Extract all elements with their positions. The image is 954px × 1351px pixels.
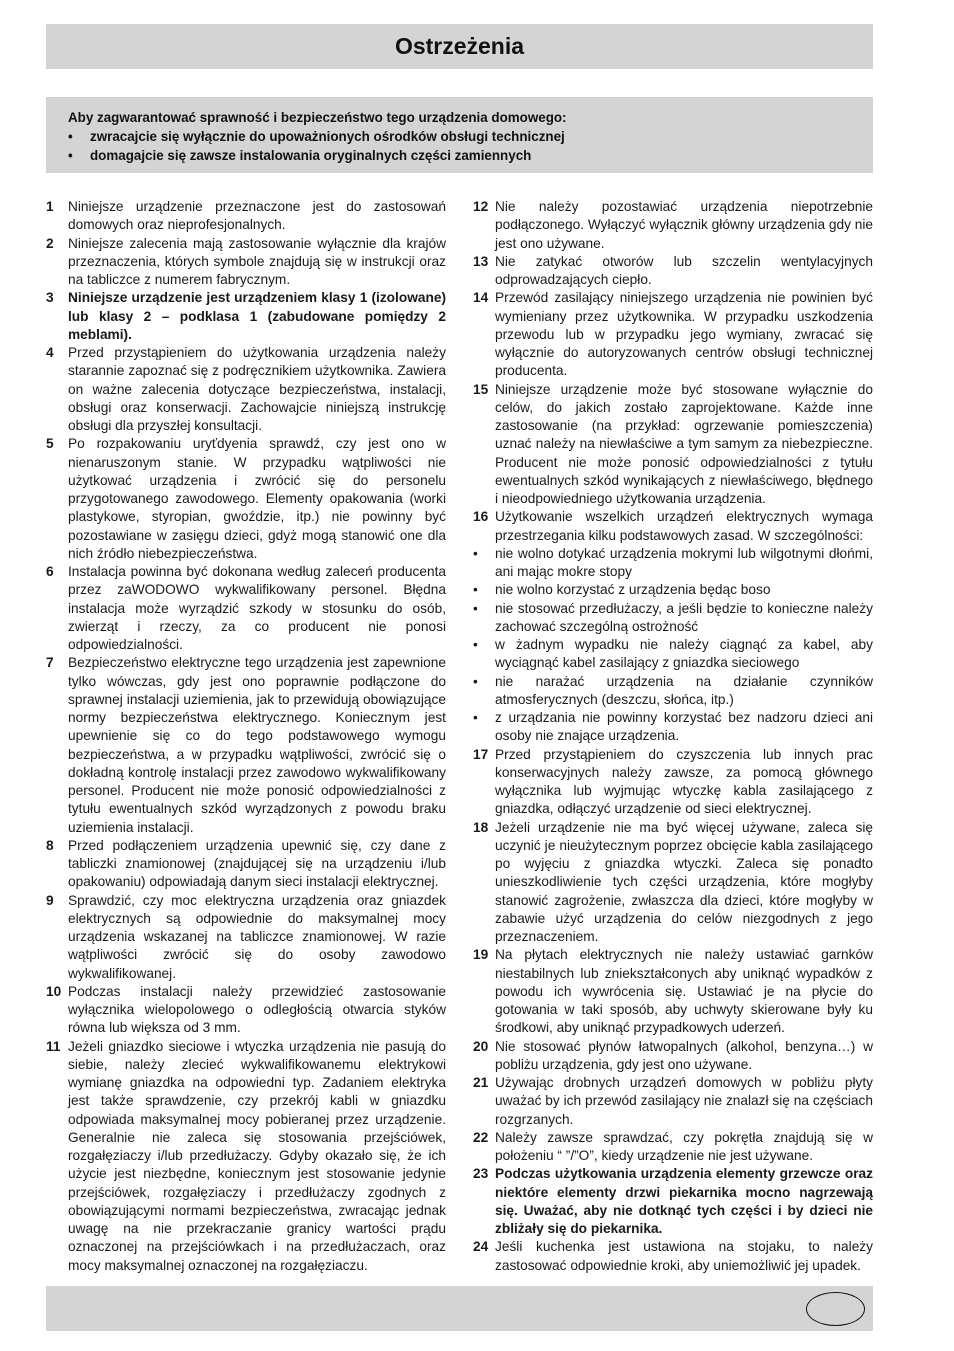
- item-text: Sprawdzić, czy moc elektryczna urządzenia oraz gniazdek elektrycznych są odpowiednie do maksymalnej mocy urządzenia wskazanej na tabliczce znamionowej. W razie wątpliwości zwrócić się do osoby zawodowo wykwalifikowanej.: [68, 892, 446, 981]
- item-text: Podczas instalacji należy przewidzieć zastosowanie wyłącznika wielopolowego o odległością otwarcia styków równa lub większa od 3 mm.: [68, 983, 446, 1036]
- list-item: [46, 289, 446, 344]
- item-text: Na płytach elektrycznych nie należy ustawiać garnków niestabilnych lub zniekształconych aby uniknąć wypadków z powodu ich wywrócenia się. Ustawiać je na płycie do gotowania w taki sposób, aby uchwyty skierowane były ku środkowi, aby uniknąć przypadkowych uderzeń.: [495, 947, 873, 1036]
- item-text: Nie stosować płynów łatwopalnych (alkohol, benzyna…) w pobliżu urządzenia, gdy jest ono używane.: [495, 1038, 873, 1072]
- item-number: 17: [473, 746, 489, 762]
- list-item: [473, 253, 873, 290]
- bullet-glyph: •: [68, 129, 73, 144]
- item-text: Należy zawsze sprawdzać, czy pokrętła znajdują się w położeniu “ ”/”O”, kiedy urządzenie nie jest używane.: [495, 1129, 873, 1163]
- item-text: Bezpieczeństwo elektryczne tego urządzenia jest zapewnione tylko wówczas, gdy jest ono poprawnie podłączone do sprawnej instalacji uziemienia, jak to przewidują obowiązujące normy bezpieczeństwa elektrycznego. Koniecznym jest upewnienie się co do tego podstawowego wymogu bezpieczeństwa, a w przypadku wątpliwości, zwrócić się o dokładną kontrolę instalacji przez zawodowo wykwalifikowany personel. Producent nie może ponosić odpowiedzialności z tytułu ewentualnych szkód wyrządzonych z powodu braku uziemienia instalacji.: [68, 655, 446, 835]
- item-text: Przed podłączeniem urządzenia upewnić się, czy dane z tabliczki znamionowej (znajdującej się na urządzeniu i/lub opakowaniu) odpowiadają danym sieci instalacji elektrycznej.: [68, 837, 446, 890]
- list-item: [473, 1238, 873, 1275]
- item-number: 19: [473, 947, 489, 963]
- item-number: 20: [473, 1038, 489, 1054]
- bullet-glyph: •: [473, 710, 478, 725]
- bullet-glyph: •: [473, 637, 478, 652]
- list-item: [473, 508, 873, 545]
- bullet-item: [473, 636, 873, 673]
- list-item: [46, 235, 446, 290]
- item-number: 7: [46, 655, 54, 671]
- page-title: Ostrzeżenia: [394, 33, 525, 59]
- item-number: 22: [473, 1129, 489, 1145]
- item-number: 21: [473, 1075, 489, 1090]
- item-number: 13: [473, 253, 489, 269]
- bullet-item: [473, 673, 873, 710]
- list-item: [473, 198, 873, 253]
- item-text: Niniejsze urządzenie może być stosowane wyłącznie do celów, do jakich zostało zaprojektowane. Każde inne zastosowanie (na przykład: ogrzewanie pomieszczenia) uznać należy na niewłaściwe a tym samym za niebezpieczne. Producent nie może ponosić odpowiedzialności z tytułu ewentualnych szkód wynikających z niewłaściwego, błędnego i nieodpowiedniego użytkowania urządzenia.: [495, 381, 873, 506]
- item-text: nie wolno korzystać z urządzenia będąc boso: [495, 582, 771, 598]
- list-item: [473, 1165, 873, 1238]
- bullet-item: [473, 709, 873, 746]
- item-text: w żadnym wypadku nie należy ciągnąć za kabel, aby wyciągnąć kabel zasilający z gniazdka sieciowego: [495, 637, 873, 671]
- item-text: nie wolno dotykać urządzenia mokrymi lub wilgotnymi dłońmi, ani mając mokre stopy: [495, 545, 873, 579]
- warning-intro: Aby zagwarantować sprawność i bezpieczeństwo tego urządzenia domowego:: [68, 110, 567, 125]
- list-item: [46, 435, 446, 563]
- item-text: Podczas użytkowania urządzenia elementy grzewcze oraz niektóre elementy drzwi piekarnika mocno nagrzewają się. Uważać, aby nie dotknąć tych części i by dzieci nie zbliżały się do piekarnika.: [495, 1166, 873, 1236]
- warning-bullet: [68, 127, 853, 146]
- warning-bullet-text: zwracajcie się wyłącznie do upoważnionych ośrodków obsługi technicznej: [90, 129, 565, 144]
- bullet-item: [473, 600, 873, 637]
- item-number: 23: [473, 1166, 489, 1182]
- list-item: [473, 746, 873, 819]
- list-item: [46, 837, 446, 892]
- bullet-glyph: •: [473, 582, 478, 598]
- item-text: Nie zatykać otworów lub szczelin wentylacyjnych odprowadzających ciepło.: [495, 253, 873, 287]
- item-number: 3: [46, 290, 54, 306]
- item-number: 4: [46, 345, 54, 360]
- list-item: [473, 381, 873, 509]
- bullet-item: [473, 581, 873, 599]
- item-number: 2: [46, 235, 54, 251]
- list-item: [46, 983, 446, 1038]
- list-item: [473, 289, 873, 380]
- item-text: Niniejsze urządzenie przeznaczone jest do zastosowań domowych oraz nieprofesjonalnych.: [68, 199, 446, 233]
- item-number: 11: [46, 1038, 61, 1054]
- language-oval: [806, 1292, 865, 1326]
- list-item: [46, 654, 446, 837]
- item-text: nie stosować przedłużaczy, a jeśli będzie to konieczne należy zachować szczególną ostrożność: [495, 600, 873, 634]
- item-number: 24: [473, 1239, 489, 1255]
- title-bar: [46, 24, 873, 69]
- bullet-glyph: •: [68, 148, 73, 163]
- item-text: Jeśli kuchenka jest ustawiona na stojaku, to należy zastosować odpowiednie kroki, aby uniemożliwić jej upadek.: [495, 1239, 873, 1273]
- item-text: Przed przystąpieniem do czyszczenia lub innych prac konserwacyjnych należy zawsze, za pomocą głównego wyłącznika lub wyjmując wtyczkę kabla zasilającego z gniazdka, odłączyć urządzenie od sieci elektrycznej.: [495, 746, 873, 817]
- bullet-glyph: •: [473, 673, 478, 689]
- warning-bullet-text: domagajcie się zawsze instalowania oryginalnych części zamiennych: [90, 148, 532, 163]
- item-text: nie narażać urządzenia na działanie czynników atmosferycznych (deszczu, słońca, itp.): [495, 673, 873, 707]
- list-item: [473, 1129, 873, 1166]
- item-text: Jeżeli urządzenie nie ma być więcej używane, zaleca się uczynić je nieużytecznym poprzez obcięcie kabla zasilającego po wyjęciu z gniazdka wtyczki. Zaleca się ponadto unieszkodliwienie tych części urządzenia, które mogłyby stanowić zagrożenie, zwłaszcza dla dzieci, które mogłyby w zabawie użyć urządzenia do celów niezgodnych z jego przeznaczeniem.: [495, 819, 873, 944]
- item-text: Przed przystąpieniem do użytkowania urządzenia należy starannie zapoznać się z podręcznikiem użytkownika. Zawiera on ważne zalecenia dotyczące bezpieczeństwa, instalacji, obsługi oraz konserwacji. Zachowajcie niniejszą instrukcję obsługi dla przyszłej konsultacji.: [68, 345, 446, 433]
- item-text: Używając drobnych urządzeń domowych w pobliżu płyty uważać by ich przewód zasilający nie znalazł się na częściach rozgrzanych.: [495, 1075, 873, 1127]
- item-text: Jeżeli gniazdko sieciowe i wtyczka urządzenia nie pasują do siebie, należy zlecieć wykwalifikowanemu elektrykowi wymianę gniazdka na odpowiedni typ. Zadaniem elektryka jest także sprawdzenie, czy przekrój kabli w gniazdku odpowiada maksymalnej mocy pobieranej przez urządzenie. Generalnie nie zaleca się stosowania przejściówek, rozgałęziaczy i/lub przedłużaczy. Gdyby okazało się, że ich użycie jest niezbędne, koniecznym jest stosowanie jedynie przejściówek, rozgałęziaczy i przedłużaczy zgodnych z obowiązującymi normami bezpieczeństwa, zwracając jednak uwagę na nie przekraczanie granicy wartości prądu oznaczonej na przejściówkach i na przedłużaczach, oraz mocy maksymalnej oznaczonej na rozgałęziaczu.: [68, 1038, 446, 1273]
- right-column: [473, 198, 873, 1275]
- bullet-glyph: •: [473, 545, 478, 561]
- list-item: [46, 1038, 446, 1275]
- item-text: Niniejsze zalecenia mają zastosowanie wyłącznie dla krajów przeznaczenia, których symbole znajdują się w instrukcji oraz na tabliczce z numerem fabrycznym.: [68, 235, 446, 287]
- item-text: Nie należy pozostawiać urządzenia niepotrzebnie podłączonego. Wyłączyć wyłącznik główny urządzenia gdy nie jest ono używane.: [495, 199, 873, 251]
- bullet-item: [473, 545, 873, 582]
- bullet-glyph: •: [473, 600, 478, 616]
- item-number: 9: [46, 892, 54, 908]
- item-number: 1: [46, 199, 54, 214]
- list-item: [473, 946, 873, 1037]
- item-text: Niniejsze urządzenie jest urządzeniem klasy 1 (izolowane) lub klasy 2 – podklasa 1 (zabudowane pomiędzy 2 meblami).: [68, 290, 446, 342]
- item-number: 10: [46, 983, 62, 999]
- item-text: Instalacja powinna być dokonana według zaleceń producenta przez zaWODOWO wykwalifikowany personel. Błędna instalacja może wyrządzić szkody w stosunku do osób, zwierząt i rzeczy, za co producent nie ponosi odpowiedzialności.: [68, 564, 446, 652]
- list-item: [46, 344, 446, 435]
- list-item: [473, 1074, 873, 1129]
- warning-bullet: [68, 146, 853, 165]
- item-number: 5: [46, 436, 54, 452]
- item-text: Przewód zasilający niniejszego urządzenia nie powinien być wymieniany przez użytkownika. W przypadku uszkodzenia przewodu lub w przypadku jego wymiany, zwracać się wyłącznie do autoryzowanych centrów obsługi technicznej producenta.: [495, 290, 873, 379]
- list-item: [473, 1038, 873, 1075]
- footer-bar: [46, 1286, 873, 1331]
- list-item: [46, 198, 446, 235]
- item-number: 12: [473, 199, 489, 214]
- item-number: 15: [473, 381, 489, 397]
- left-column: [46, 198, 446, 1275]
- item-text: Po rozpakowaniu uryťdyenia sprawdź, czy jest ono w nienaruszonym stanie. W przypadku wątpliwości nie użytkować urządzenia i zwrócić się do personelu przygotowanego zawodowego. Elementy opakowania (worki plastykowe, styropian, gwoździe, itp.) nie powinny być pozostawiane w zasięgu dzieci, gdyż mogą stanowić one dla nich źródło niebezpieczeństwa.: [68, 436, 446, 561]
- warning-box: [46, 97, 873, 173]
- list-item: [46, 892, 446, 983]
- item-number: 18: [473, 819, 489, 835]
- list-item: [473, 819, 873, 947]
- item-number: 14: [473, 290, 489, 306]
- item-number: 6: [46, 564, 54, 579]
- item-text: z urządzania nie powinny korzystać bez nadzoru dzieci ani osoby nie znające urządzenia.: [495, 710, 873, 744]
- item-number: 8: [46, 837, 54, 853]
- list-item: [46, 563, 446, 654]
- item-number: 16: [473, 509, 489, 525]
- item-text: Użytkowanie wszelkich urządzeń elektrycznych wymaga przestrzegania kilku podstawowych zasad. W szczególności:: [495, 509, 873, 543]
